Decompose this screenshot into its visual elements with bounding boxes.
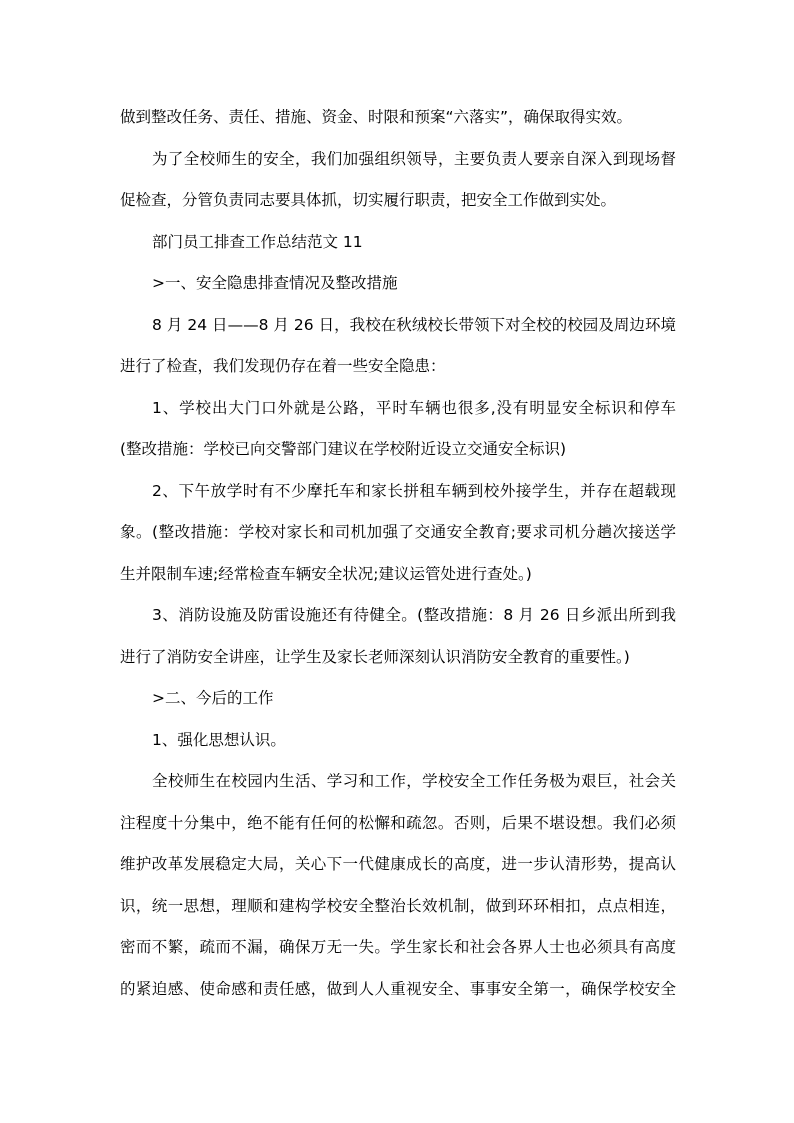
text-line: 全校师生在校园内生活、学习和工作，学校安全工作任务极为艰巨，社会关 xyxy=(152,772,676,790)
text-line: 1、强化思想认识。 xyxy=(152,730,286,749)
text-line: 密而不繁，疏而不漏，确保万无一失。学生家长和社会各界人士也必须具有高度 xyxy=(120,938,676,956)
text-line: (整改措施：学校已向交警部门建议在学校附近设立交通安全标识) xyxy=(120,440,567,458)
text-line: 2、下午放学时有不少摩托车和家长拼租车辆到校外接学生，并存在超载现 xyxy=(152,481,676,500)
text-line: 为了全校师生的安全，我们加强组织领导，主要负责人要亲自深入到现场督 xyxy=(152,149,676,168)
text-line: 识，统一思想，理顺和建构学校安全整治长效机制，做到环环相扣，点点相连， xyxy=(120,896,676,915)
text-line: 8 月 24 日——8 月 26 日，我校在秋绒校长带领下对全校的校园及周边环境 xyxy=(152,315,676,334)
text-line: 进行了消防安全讲座，让学生及家长老师深刻认识消防安全教育的重要性。) xyxy=(120,647,630,666)
text-line: 注程度十分集中，绝不能有任何的松懈和疏忽。否则，后果不堪设想。我们必须 xyxy=(120,813,676,832)
text-line: >一、安全隐患排查情况及整改措施 xyxy=(152,274,398,292)
text-line: 1、学校出大门口外就是公路，平时车辆也很多,没有明显安全标识和停车 xyxy=(152,398,676,417)
text-line: 促检查，分管负责同志要具体抓，切实履行职责，把安全工作做到实处。 xyxy=(120,191,617,209)
text-line: 进行了检查，我们发现仍存在着一些安全隐患： xyxy=(120,357,446,375)
text-line: >二、今后的工作 xyxy=(152,689,274,707)
text-line: 3、消防设施及防雷设施还有待健全。(整改措施：8 月 26 日乡派出所到我 xyxy=(152,606,676,624)
text-line: 部门员工排查工作总结范文 11 xyxy=(152,232,363,251)
text-line: 维护改革发展稳定大局，关心下一代健康成长的高度，进一步认清形势，提高认 xyxy=(120,855,676,873)
text-line: 的紧迫感、使命感和责任感，做到人人重视安全、事事安全第一，确保学校安全 xyxy=(120,979,676,998)
text-line: 象。(整改措施：学校对家长和司机加强了交通安全教育;要求司机分趟次接送学 xyxy=(120,523,676,541)
document-body xyxy=(120,97,676,1010)
text-line: 生并限制车速;经常检查车辆安全状况;建议运管处进行查处。) xyxy=(120,564,532,583)
text-line: 做到整改任务、责任、措施、资金、时限和预案“六落实”，确保取得实效。 xyxy=(120,108,633,126)
